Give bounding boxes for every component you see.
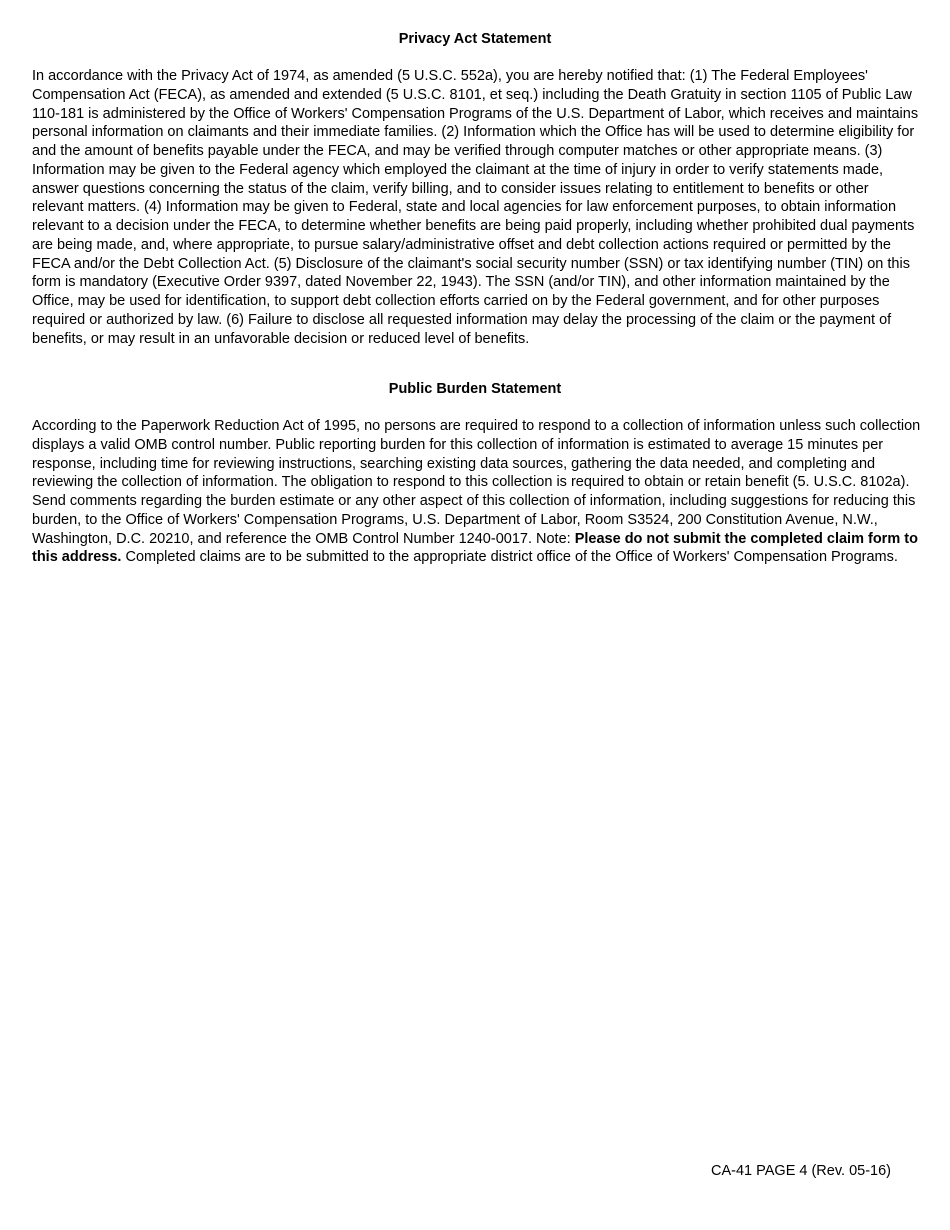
public-burden-body-tail: Completed claims are to be submitted to the appropriate district office of the Office of Workers' Compensation Programs. (121, 549, 898, 566)
form-footer-id: CA-41 PAGE 4 (Rev. 05-16) (711, 1163, 891, 1179)
privacy-act-heading: Privacy Act Statement (398, 31, 552, 47)
public-burden-body (32, 417, 922, 567)
public-burden-heading: Public Burden Statement (388, 381, 562, 397)
public-burden-note-bold: Please do not submit the completed claim form to this address. (32, 530, 918, 566)
privacy-act-body: In accordance with the Privacy Act of 1974, as amended (5 U.S.C. 552a), you are hereby notified that: (1) The Federal Employees' Compensation Act (FECA), as amended and extended (5 U.S.C. 8101, et seq.) including the Death Gratuity in section 1105 of Public Law 110-181 is administered by the Office of Workers' Compensation Programs of the U.S. Department of Labor, which receives and maintains personal information on claimants and their immediate families. (2) Information which the Office has will be used to determine eligibility for and the amount of benefits payable under the FECA, and may be verified through computer matches or other appropriate means. (3) Information may be given to the Federal agency which employed the claimant at the time of injury in order to verify statements made, answer questions concerning the status of the claim, verify billing, and to consider issues relating to entitlement to benefits or other relevant matters. (4) Information may be given to Federal, state and local agencies for law enforcement purposes, to obtain information relevant to a decision under the FECA, to determine whether benefits are being paid properly, including whether prohibited dual payments are being made, and, where appropriate, to pursue salary/administrative offset and debt collection actions required or permitted by the FECA and/or the Debt Collection Act. (5) Disclosure of the claimant's social security number (SSN) or tax identifying number (TIN) on this form is mandatory (Executive Order 9397, dated November 22, 1943). The SSN (and/or TIN), and other information maintained by the Office, may be used for identification, to support debt collection efforts carried on by the Federal government, and for other purposes required or authorized by law. (6) Failure to disclose all requested information may delay the processing of the claim or the payment of benefits, or may result in an unfavorable decision or reduced level of benefits. (32, 68, 919, 347)
public-burden-body-text: According to the Paperwork Reduction Act of 1995, no persons are required to respond to a collection of information unless such collection displays a valid OMB control number. Public reporting burden for this collection of information is estimated to average 15 minutes per response, including time for reviewing instructions, searching existing data sources, gathering the data needed, and completing and reviewing the collection of information. The obligation to respond to this collection is required to obtain or retain benefit (5. U.S.C. 8102a). Send comments regarding the burden estimate or any other aspect of this collection of information, including suggestions for reducing this burden, to the Office of Workers' Compensation Programs, U.S. Department of Labor, Room S3524, 200 Constitution Avenue, N.W., Washington, D.C. 20210, and reference the OMB Control Number 1240-0017. Note: (32, 418, 921, 547)
